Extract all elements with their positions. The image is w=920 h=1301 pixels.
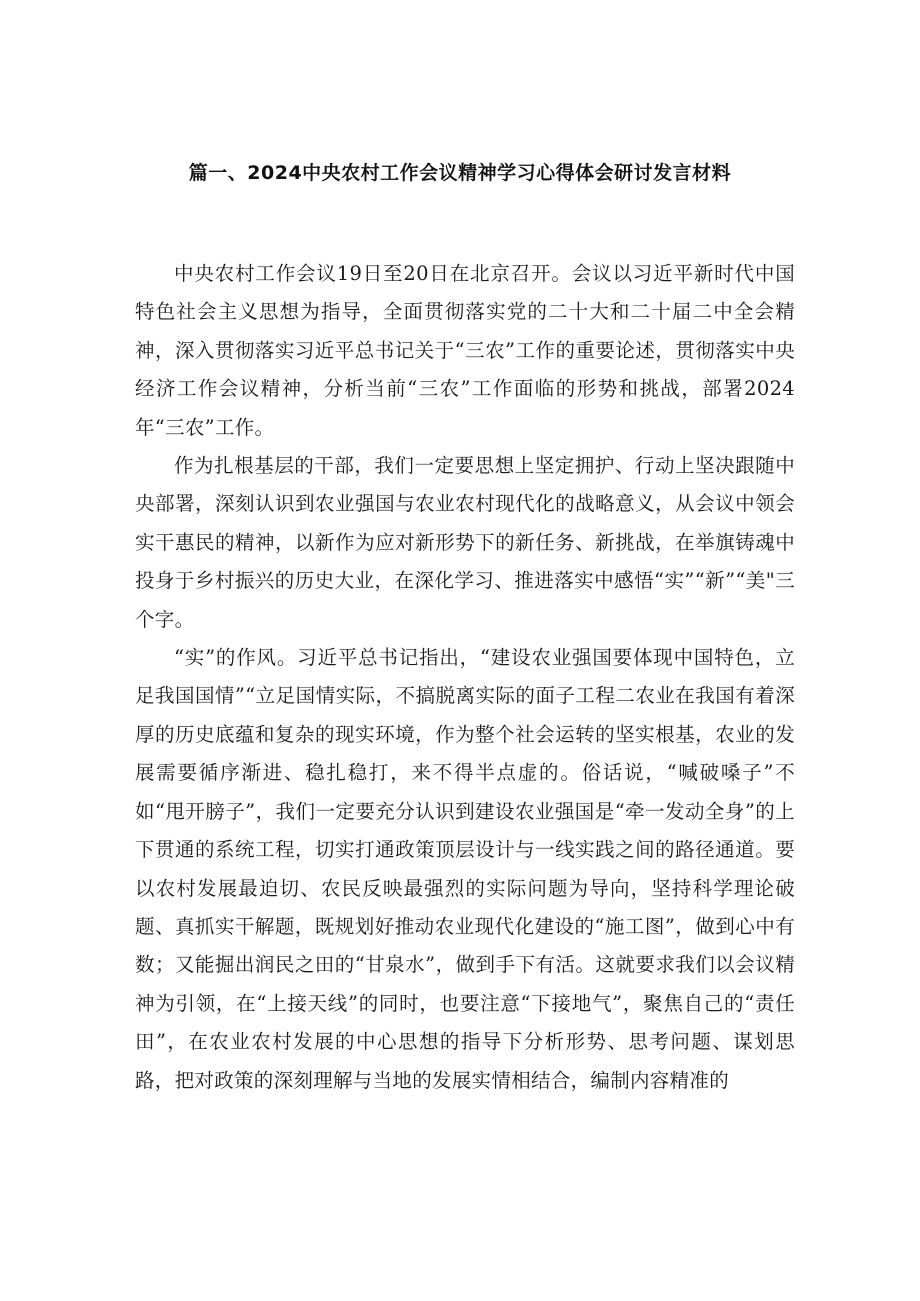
paragraph: “实”的作风。习近平总书记指出，“建设农业强国要体现中国特色，立足我国国情”“立足国情实际，不搞脱离实际的面子工程二农业在我国有着深厚的历史底蕴和复杂的现实环境，作为整个社会运转的坚实根基，农业的发展需要循序渐进、稳扎稳打，来不得半点虚的。俗话说，“喊破嗓子”不如“甩开膀子”，我们一定要充分认识到建设农业强国是“牵一发动全身”的上下贯通的系统工程，切实打通政策顶层设计与一线实践之间的路径通道。要以农村发展最迫切、农民反映最强烈的实际问题为导向，坚持科学理论破题、真抓实干解题，既规划好推动农业现代化建设的“施工图”，做到心中有数；又能掘出润民之田的“甘泉水”，做到手下有活。这就要求我们以会议精神为引领，在“上接天线”的同时，也要注意“下接地气”，聚焦自己的“责任田”，在农业农村发展的中心思想的指导下分析形势、思考问题、谋划思路，把对政策的深刻理解与当地的发展实情相结合，编制内容精准的 bbox=[135, 646, 795, 1092]
document-title: 篇一、2024中央农村工作会议精神学习心得体会研讨发言材料 bbox=[188, 162, 732, 184]
paragraph: 中央农村工作会议19日至20日在北京召开。会议以习近平新时代中国特色社会主义思想为指导，全面贯彻落实党的二十大和二十届二中全会精神，深入贯彻落实习近平总书记关于“三农”工作的重要论述，贯彻落实中央经济工作会议精神，分析当前“三农”工作面临的形势和挑战，部署2024年“三农”工作。 bbox=[135, 262, 795, 439]
paragraph: 作为扎根基层的干部，我们一定要思想上坚定拥护、行动上坚决跟随中央部署，深刻认识到农业强国与农业农村现代化的战略意义，从会议中领会实干惠民的精神，以新作为应对新形势下的新任务、新挑战，在举旗铸魂中投身于乡村振兴的历史大业，在深化学习、推进落实中感悟“实”“新”“美"三个字。 bbox=[135, 454, 795, 631]
document-body bbox=[135, 255, 795, 1100]
